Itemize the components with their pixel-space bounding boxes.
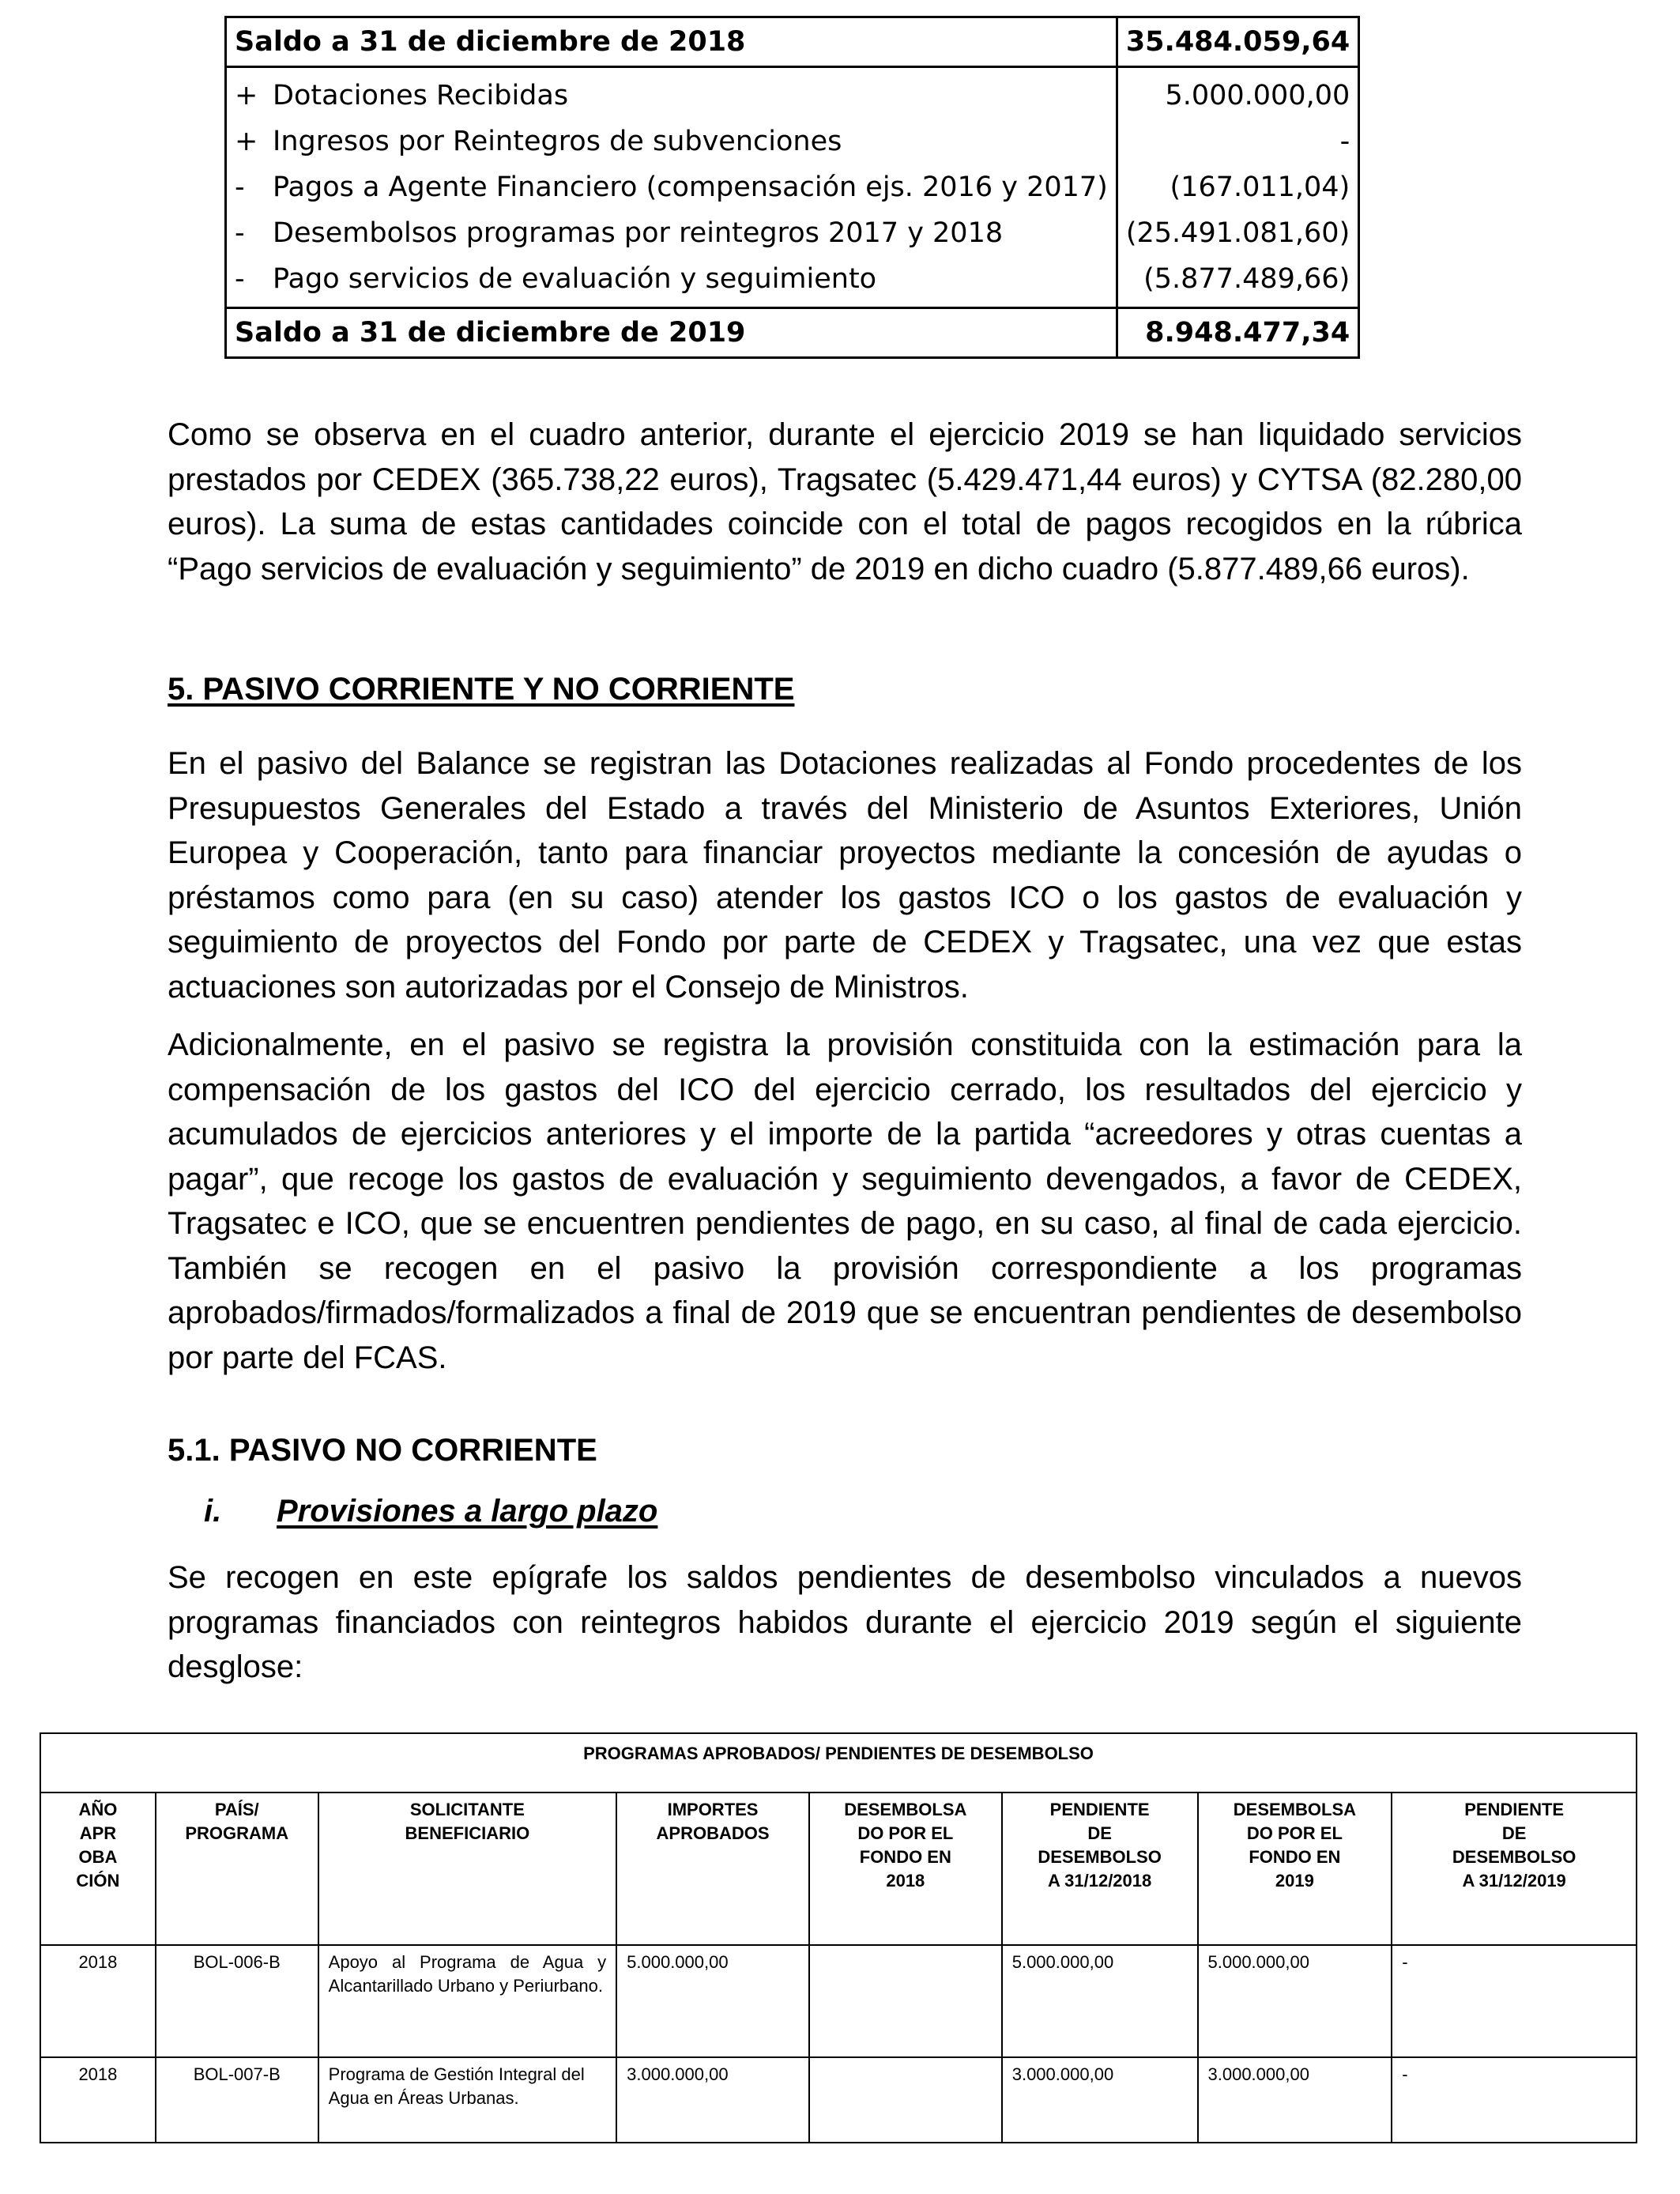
- cell-program: BOL-006-B: [156, 1945, 318, 2057]
- cell-pending-2018: 3.000.000,00: [1002, 2057, 1198, 2143]
- cell-disbursed-2018: [809, 2057, 1002, 2143]
- movement-row: [226, 164, 1359, 210]
- subsection-heading-i: [204, 1494, 657, 1529]
- paragraph-pasivo-provision: Adicionalmente, en el pasivo se registra la provisión constituida con la estimación para la compensación de los gastos del ICO del ejercicio cerrado, los resultados del ejercicio y acumulados de ejercicios anteriores y el importe de la partida “acreedores y otras cuentas a pagar”, que recoge los gastos de evaluación y seguimiento devengados, a favor de CEDEX, Tragsatec e ICO, que se encuentren pendientes de pago, en su caso, al final de cada ejercicio. También se recogen en el pasivo la provisión correspondiente a los programas aprobados/firmados/formalizados a final de 2019 que se encuentran pendientes de desembolso por parte del FCAS.: [168, 1027, 1522, 1375]
- movement-label: Ingresos por Reintegros de subvenciones: [273, 126, 842, 157]
- section-heading-5: 5. PASIVO CORRIENTE Y NO CORRIENTE: [168, 672, 795, 707]
- column-header-year: AÑO APR OBA CIÓN: [40, 1793, 156, 1945]
- closing-balance-amount: 8.948.477,34: [1117, 308, 1358, 358]
- programs-table: [40, 1732, 1637, 2143]
- movement-label: Pago servicios de evaluación y seguimiento: [273, 263, 877, 295]
- column-header-approved-amounts: IMPORTES APROBADOS: [616, 1793, 809, 1945]
- cell-pending-2018: 5.000.000,00: [1002, 1945, 1198, 2057]
- movement-amount: (167.011,04): [1117, 164, 1358, 210]
- cell-approved: 5.000.000,00: [616, 1945, 809, 2057]
- cell-pending-2019: -: [1392, 1945, 1637, 2057]
- cell-year: 2018: [40, 2057, 156, 2143]
- column-header-disbursed-2019: DESEMBOLSA DO POR EL FONDO EN 2019: [1198, 1793, 1392, 1945]
- column-header-pending-2018: PENDIENTE DE DESEMBOLSO A 31/12/2018: [1002, 1793, 1198, 1945]
- movement-amount: (5.877.489,66): [1117, 256, 1358, 308]
- cell-disbursed-2019: 3.000.000,00: [1198, 2057, 1392, 2143]
- column-header-pending-2019: PENDIENTE DE DESEMBOLSO A 31/12/2019: [1392, 1793, 1637, 1945]
- paragraph-services-liquidated: Como se observa en el cuadro anterior, durante el ejercicio 2019 se han liquidado servicios prestados por CEDEX (365.738,22 euros), Tragsatec (5.429.471,44 euros) y CYTSA (82.280,00 euros). La suma de estas cantidades coincide con el total de pagos recogidos en la rúbrica “Pago servicios de evaluación y seguimiento” de 2019 en dicho cuadro (5.877.489,66 euros).: [168, 417, 1522, 586]
- cell-disbursed-2019: 5.000.000,00: [1198, 1945, 1392, 2057]
- programs-table-title: PROGRAMAS APROBADOS/ PENDIENTES DE DESEMBOLSO: [40, 1733, 1637, 1793]
- movement-sign: +: [235, 126, 258, 157]
- cell-beneficiary: Apoyo al Programa de Agua y Alcantarillado Urbano y Periurbano.: [318, 1945, 616, 2057]
- movement-row: [226, 210, 1359, 256]
- movement-sign: -: [235, 172, 245, 203]
- movement-row: [226, 67, 1359, 119]
- paragraph-pasivo-dotaciones: En el pasivo del Balance se registran las Dotaciones realizadas al Fondo procedentes de los Presupuestos Generales del Estado a través del Ministerio de Asuntos Exteriores, Unión Europea y Cooperación, tanto para financiar proyectos mediante la concesión de ayudas o préstamos como para (en su caso) atender los gastos ICO o los gastos de evaluación y seguimiento de proyectos del Fondo por parte de CEDEX y Tragsatec, una vez que estas actuaciones son autorizadas por el Consejo de Ministros.: [168, 746, 1522, 1005]
- cell-disbursed-2018: [809, 1945, 1002, 2057]
- opening-balance-row: [226, 17, 1359, 67]
- opening-balance-amount: 35.484.059,64: [1117, 17, 1358, 67]
- cell-beneficiary: Programa de Gestión Integral del Agua en Áreas Urbanas.: [318, 2057, 616, 2143]
- cell-program: BOL-007-B: [156, 2057, 318, 2143]
- movement-label: Desembolsos programas por reintegros 2017 y 2018: [273, 217, 1004, 249]
- closing-balance-label: Saldo a 31 de diciembre de 2019: [226, 308, 1117, 358]
- column-header-disbursed-2018: DESEMBOLSA DO POR EL FONDO EN 2018: [809, 1793, 1002, 1945]
- movement-sign: -: [235, 263, 245, 295]
- movement-amount: -: [1117, 119, 1358, 164]
- programs-table-header-row: [40, 1793, 1637, 1945]
- paragraph-epigrafe: Se recogen en este epígrafe los saldos pendientes de desembolso vinculados a nuevos programas financiados con reintegros habidos durante el ejercicio 2019 según el siguiente desglose:: [168, 1560, 1522, 1684]
- table-row: [40, 1945, 1637, 2057]
- section-heading-5-1: 5.1. PASIVO NO CORRIENTE: [168, 1433, 597, 1468]
- movement-row: [226, 119, 1359, 164]
- cell-pending-2019: -: [1392, 2057, 1637, 2143]
- subsection-number: i.: [204, 1494, 222, 1529]
- column-header-applicant: SOLICITANTE BENEFICIARIO: [318, 1793, 616, 1945]
- movement-label: Pagos a Agente Financiero (compensación ejs. 2016 y 2017): [273, 172, 1108, 203]
- closing-balance-row: [226, 308, 1359, 358]
- subsection-title: Provisiones a largo plazo: [277, 1494, 658, 1529]
- movement-sign: -: [235, 217, 245, 249]
- cell-year: 2018: [40, 1945, 156, 2057]
- programs-table-title-row: [40, 1733, 1637, 1793]
- balance-table: [224, 16, 1360, 359]
- movement-sign: +: [235, 80, 258, 111]
- movement-label: Dotaciones Recibidas: [273, 80, 569, 111]
- movement-amount: (25.491.081,60): [1117, 210, 1358, 256]
- opening-balance-label: Saldo a 31 de diciembre de 2018: [226, 17, 1117, 67]
- movement-amount: 5.000.000,00: [1117, 67, 1358, 119]
- column-header-country-program: PAÍS/ PROGRAMA: [156, 1793, 318, 1945]
- movement-row: [226, 256, 1359, 308]
- cell-approved: 3.000.000,00: [616, 2057, 809, 2143]
- table-row: [40, 2057, 1637, 2143]
